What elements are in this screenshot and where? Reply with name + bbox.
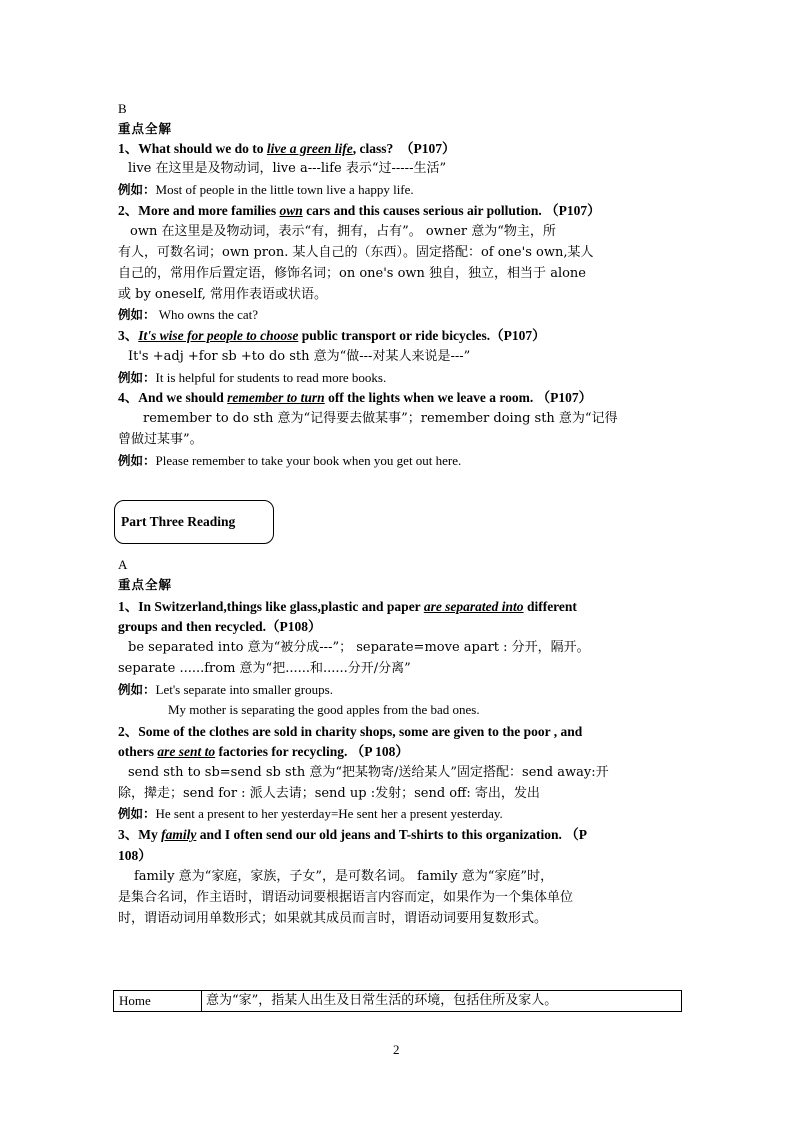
example-text: He sent a present to her yesterday=He sent her a present yesterday.	[155, 806, 503, 821]
question-2	[118, 202, 601, 220]
question-text: 3、My	[118, 827, 162, 842]
question-text: 1、In Switzerland,things like glass,plastic and paper	[118, 599, 424, 614]
reading-question-3	[118, 826, 587, 844]
explanation-line: 曾做过某事”。	[118, 432, 203, 447]
question-text: 4、And we should	[118, 390, 228, 405]
explanation-line: separate ......from 意为“把......和......分开/分离”	[118, 661, 411, 676]
example-text: Most of people in the little town live a happy life.	[155, 182, 414, 197]
section-letter-a: A	[118, 557, 128, 572]
example-line	[118, 681, 333, 700]
vocab-table	[113, 990, 682, 1012]
example-text: Let's separate into smaller groups.	[155, 682, 333, 697]
explanation-line: It's +adj +for sb +to do sth 意为“做---对某人来说是---”	[128, 349, 471, 364]
key-phrase: are sent to	[157, 744, 216, 759]
part-three-title: Part Three Reading	[121, 514, 236, 529]
example-label: 例如：	[118, 307, 156, 322]
table-cell-meaning: 意为“家”，指某人出生及日常生活的环境，包括住所及家人。	[206, 993, 558, 1008]
key-phrase: remember to turn	[227, 390, 325, 405]
explanation-line: send sth to sb=send sb sth 意为“把某物寄/送给某人”固定搭配：send away:开	[128, 765, 609, 780]
table-cell-word: Home	[114, 991, 202, 1011]
question-text: off the lights when we leave a room. （P107）	[324, 390, 593, 405]
example-line	[118, 306, 258, 325]
example-label: 例如：	[118, 182, 156, 197]
explanation-line: remember to do sth 意为“记得要去做某事”；remember doing sth 意为“记得	[143, 411, 618, 426]
example-text: It is helpful for students to read more books.	[155, 370, 387, 385]
reading-question-1-cont: groups and then recycled.（P108）	[118, 619, 322, 634]
explanation-line: 自己的，常用作后置定语，修饰名词；on one's own 独自，独立，相当于 alone	[118, 266, 586, 281]
explanation-line: 是集合名词，作主语时，谓语动词要根据语言内容而定，如果作为一个集体单位	[118, 890, 574, 905]
example-line: My mother is separating the good apples from the bad ones.	[168, 702, 480, 717]
page-number: 2	[393, 1042, 400, 1057]
example-label: 例如：	[118, 370, 156, 385]
example-line	[118, 369, 386, 388]
explanation-line: live 在这里是及物动词，live a---life 表示“过-----生活”	[128, 161, 447, 176]
explanation-line: family 意为“家庭，家族，子女”，是可数名词。 family 意为“家庭”时，	[134, 869, 554, 884]
question-3	[118, 327, 546, 345]
question-text: others	[118, 744, 158, 759]
example-line	[118, 181, 414, 200]
reading-question-2: 2、Some of the clothes are sold in charity shops, some are given to the poor , and	[118, 724, 583, 739]
explanation-line: 有人，可数名词；own pron. 某人自己的（东西）。固定搭配：of one's own,某人	[118, 245, 594, 260]
section-letter-b: B	[118, 101, 127, 116]
question-text: factories for recycling. （P 108）	[215, 744, 409, 759]
explanation-line: be separated into 意为“被分成---”； separate=move apart : 分开，隔开。	[128, 640, 590, 655]
question-text: , class? （P107）	[352, 141, 456, 156]
key-phrase: live a green life	[266, 141, 353, 156]
reading-question-2-cont	[118, 743, 409, 761]
question-text: 1、What should we do to	[118, 141, 267, 156]
key-phrase: It's wise for people to choose	[138, 328, 299, 343]
question-text: 3、	[118, 328, 139, 343]
question-4	[118, 389, 592, 407]
example-text: Who owns the cat?	[155, 307, 259, 322]
example-label: 例如：	[118, 806, 156, 821]
example-text: Please remember to take your book when you get out here.	[155, 453, 462, 468]
explanation-line: 或 by oneself, 常用作表语或状语。	[118, 287, 327, 302]
question-text: public transport or ride bicycles.（P107）	[298, 328, 546, 343]
key-phrase: are separated into	[423, 599, 524, 614]
question-text: 2、More and more families	[118, 203, 280, 218]
reading-question-1	[118, 598, 577, 616]
question-text: cars and this causes serious air pollution. （P107）	[302, 203, 601, 218]
part-three-box	[114, 500, 274, 544]
explanation-line: 时，谓语动词用单数形式；如果就其成员而言时，谓语动词要用复数形式。	[118, 911, 548, 926]
section-a-heading: 重点全解	[118, 577, 173, 592]
example-line	[118, 452, 461, 471]
example-label: 例如：	[118, 453, 156, 468]
key-phrase: own	[279, 203, 303, 218]
section-b-heading: 重点全解	[118, 121, 173, 136]
question-1	[118, 140, 456, 158]
question-text: and I often send our old jeans and T-shirts to this organization. （P	[196, 827, 587, 842]
example-line	[118, 805, 503, 824]
explanation-line: 除，撵走；send for : 派人去请；send up :发射；send off: 寄出，发出	[118, 786, 540, 801]
reading-question-3-cont: 108）	[118, 848, 152, 863]
example-label: 例如：	[118, 682, 156, 697]
key-phrase: family	[161, 827, 197, 842]
question-text: different	[523, 599, 577, 614]
explanation-line: own 在这里是及物动词，表示“有，拥有，占有”。 owner 意为“物主，所	[130, 224, 556, 239]
